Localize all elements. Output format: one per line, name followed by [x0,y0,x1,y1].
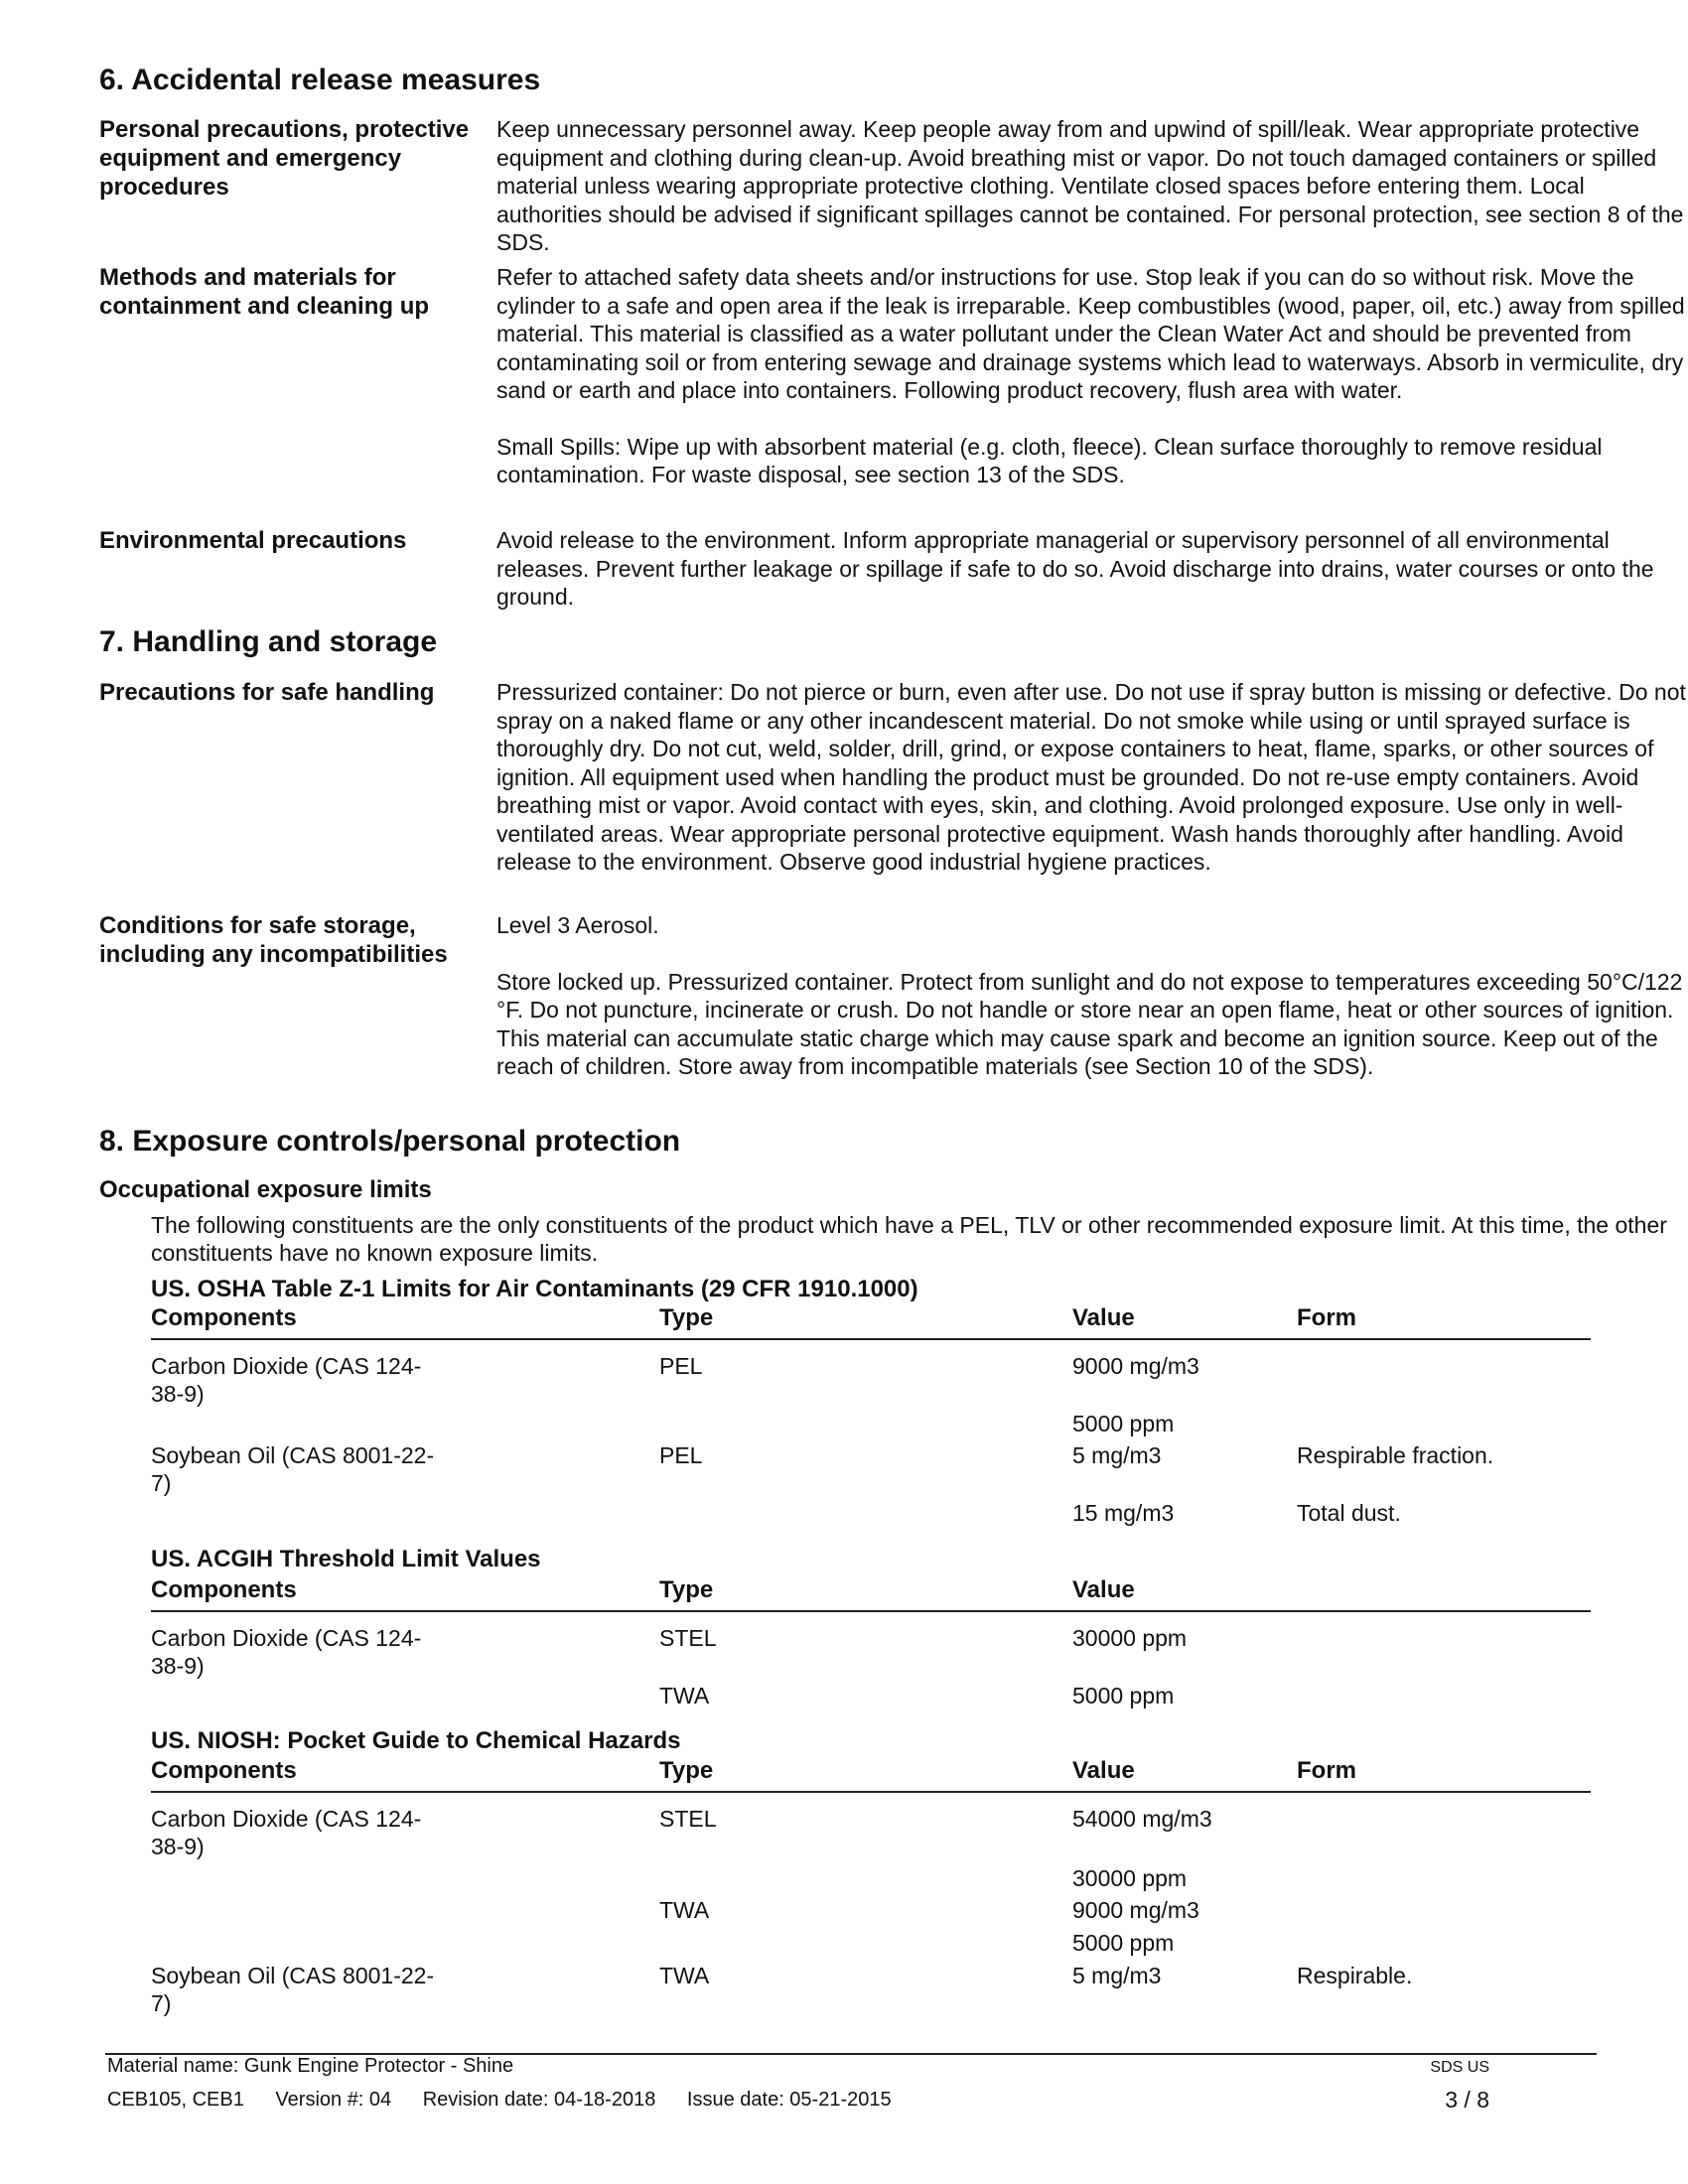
footer-doc-info [107,2089,917,2112]
safe-handling-text [496,678,1688,877]
containment-methods-para: Refer to attached safety data sheets and/or instructions for use. Stop leak if you can do so without risk. Move the cylinder to a safe and open area if the leak is irreparable. Keep combustibles (wood, paper, oil, etc.) away from spilled material. This material is classified as a water pollutant under the Clean Water Act and should be prevented from contaminating soil or from entering sewage and drainage systems which lead to waterways. Absorb in vermiculite, dry sand or earth and place into containers. Following product recovery, flush area with water. [496,264,1685,403]
personal-precautions-text [496,115,1688,257]
safe-handling-para: Pressurized container: Do not pierce or burn, even after use. Do not use if spray button is missing or defective. Do not spray on a naked flame or any other incandescent material. Do not smoke while using or until sprayed surface is thoroughly dry. Do not cut, weld, solder, drill, grind, or expose containers to heat, flame, sparks, or other sources of ignition. All equipment used when handling the product must be grounded. Do not re-use empty containers. Avoid breathing mist or vapor. Avoid contact with eyes, skin, and clothing. Avoid prolonged exposure. Use only in well-ventilated areas. Wear appropriate personal protective equipment. Wash hands thoroughly after handling. Avoid release to the environment. Observe good industrial hygiene practices. [496,679,1686,875]
value-cell: 30000 ppm [1072,1865,1188,1891]
type-cell: STEL [659,1806,717,1832]
footer-doc-type: SDS US [1430,2059,1489,2076]
section-7-title: 7. Handling and storage [99,625,438,658]
value-cell: 9000 mg/m3 [1072,1353,1199,1379]
type-cell: TWA [659,1897,710,1923]
footer-material-name: Material name: Gunk Engine Protector - Shine [107,2055,514,2077]
containment-methods-text [496,263,1688,489]
value-cell: 30000 ppm [1072,1625,1188,1651]
environmental-precautions-para: Avoid release to the environment. Inform appropriate managerial or supervisory personnel of all environmental releases. Prevent further leakage or spillage if safe to do so. Avoid discharge into drains, water courses or onto the ground. [496,527,1654,610]
value-cell: 5000 ppm [1072,1683,1175,1708]
storage-level-para: Level 3 Aerosol. [496,912,659,938]
form-cell: Respirable. [1297,1963,1413,1988]
section-6-title: 6. Accidental release measures [99,64,541,96]
osha-table-title: US. OSHA Table Z-1 Limits for Air Contaminants (29 CFR 1910.1000) [151,1276,918,1302]
environmental-precautions-text [496,526,1688,612]
form-cell: Respirable fraction. [1297,1442,1494,1468]
occupational-exposure-limits-heading: Occupational exposure limits [99,1176,432,1203]
niosh-header-type: Type [659,1757,714,1784]
acgih-header-components: Components [151,1576,297,1603]
acgih-header-value: Value [1072,1576,1135,1603]
niosh-table-title: US. NIOSH: Pocket Guide to Chemical Hazards [151,1727,681,1754]
containment-methods-label: Methods and materials for containment and cleaning up [99,264,430,320]
personal-precautions-para: Keep unnecessary personnel away. Keep people away from and upwind of spill/leak. Wear appropriate protective equipment and clothing during clean-up. Avoid breathing mist or vapor. Do not touch damaged containers or spilled material unless wearing appropriate protective clothing. Ventilate closed spaces before entering them. Local authorities should be advised if significant spillages cannot be contained. For personal protection, see section 8 of the SDS. [496,116,1684,255]
acgih-header-type: Type [659,1576,714,1603]
osha-table-header [151,1304,1591,1340]
type-cell: STEL [659,1625,717,1651]
osha-header-type: Type [659,1304,714,1331]
component-cell: Carbon Dioxide (CAS 124-38-9) [151,1625,422,1679]
niosh-header-form: Form [1297,1757,1356,1784]
value-cell: 54000 mg/m3 [1072,1806,1212,1832]
value-cell: 5 mg/m3 [1072,1442,1162,1468]
value-cell: 9000 mg/m3 [1072,1897,1199,1923]
acgih-table-header [151,1576,1591,1612]
osha-header-form: Form [1297,1304,1356,1331]
osha-header-components: Components [151,1304,297,1331]
type-cell: PEL [659,1442,703,1468]
footer-revision-date: Revision date: 04-18-2018 [422,2089,656,2111]
storage-conditions-para: Store locked up. Pressurized container. Protect from sunlight and do not expose to temperatures exceeding 50°C/122 °F. Do not puncture, incinerate or crush. Do not handle or store near an open flame, heat or other sources of ignition. This material can accumulate static charge which may cause spark and become an ignition source. Keep out of the reach of children. Store away from incompatible materials (see Section 10 of the SDS). [496,968,1683,1079]
safe-storage-text [496,911,1688,1081]
exposure-limits-intro: The following constituents are the only constituents of the product which have a PEL, TLV or other recommended exposure limit. At this time, the other constituents have no known exposure limits. [151,1212,1667,1266]
personal-precautions-label: Personal precautions, protective equipment and emergency procedures [99,116,470,201]
component-cell: Soybean Oil (CAS 8001-22-7) [151,1963,435,2016]
niosh-header-value: Value [1072,1757,1135,1784]
footer-product-codes: CEB105, CEB1 [107,2089,244,2111]
value-cell: 5000 ppm [1072,1411,1175,1436]
small-spills-para: Small Spills: Wipe up with absorbent material (e.g. cloth, fleece). Clean surface thoroughly to remove residual contamination. For waste disposal, see section 13 of the SDS. [496,433,1603,487]
component-cell: Soybean Oil (CAS 8001-22-7) [151,1442,435,1496]
type-cell: TWA [659,1683,710,1708]
type-cell: PEL [659,1353,703,1379]
value-cell: 5000 ppm [1072,1930,1175,1956]
value-cell: 5 mg/m3 [1072,1963,1162,1988]
acgih-table-title: US. ACGIH Threshold Limit Values [151,1546,541,1572]
niosh-header-components: Components [151,1757,297,1784]
section-8-title: 8. Exposure controls/personal protection [99,1125,681,1158]
component-cell: Carbon Dioxide (CAS 124-38-9) [151,1353,422,1407]
safe-storage-label: Conditions for safe storage, including any incompatibilities [99,912,448,968]
environmental-precautions-label: Environmental precautions [99,527,407,554]
footer-page-number: 3 / 8 [1445,2087,1489,2113]
component-cell: Carbon Dioxide (CAS 124-38-9) [151,1806,422,1859]
footer-version: Version #: 04 [275,2089,392,2111]
form-cell: Total dust. [1297,1500,1401,1526]
footer-issue-date: Issue date: 05-21-2015 [686,2089,892,2111]
osha-header-value: Value [1072,1304,1135,1331]
type-cell: TWA [659,1963,710,1988]
safe-handling-label: Precautions for safe handling [99,679,435,706]
niosh-table-header [151,1757,1591,1793]
value-cell: 15 mg/m3 [1072,1500,1175,1526]
